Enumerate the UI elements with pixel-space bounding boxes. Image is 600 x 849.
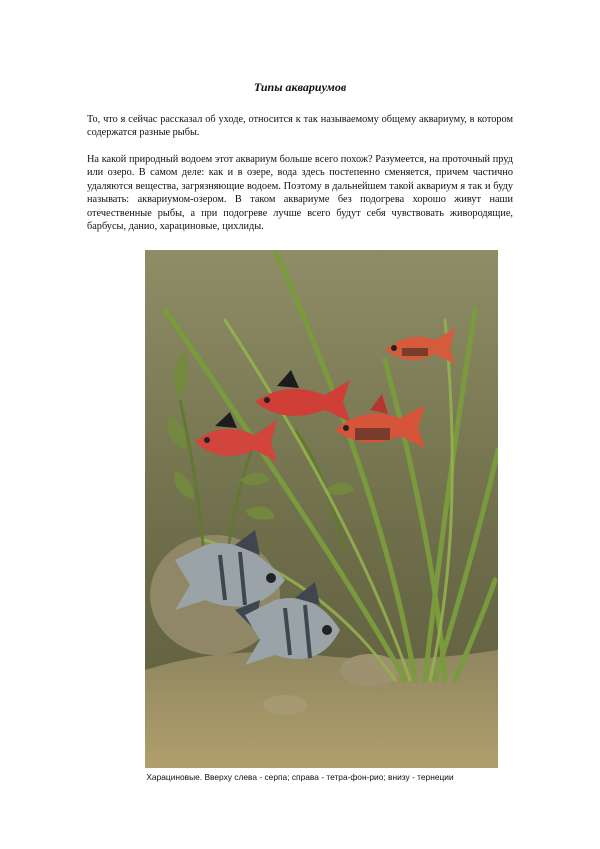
paragraph-2: На какой природный водоем этот аквариум больше всего похож? Разумеется, на проточный пруд или озеро. В самом деле: как и в озере, вода здесь постепенно сменяется, причем частично удаляются вещества, загрязняющие водоем. Поэтому в дальнейшем такой аквариум я так и буду называть: аквариумом-озером. В таком аквариуме без подогрева хорошо живут наши отечественные рыбы, а при подогреве лучше всего будут себя чувствовать живородящие, барбусы, данио, харациновые, цихлиды. — [87, 154, 513, 233]
rock — [263, 695, 307, 715]
aquarium-illustration — [145, 250, 498, 768]
page-title: Типы аквариумов — [253, 80, 347, 94]
paragraph-1: То, что я сейчас рассказал об уходе, относится к так называемому общему аквариуму, в котором содержатся разные рыбы. — [87, 114, 513, 139]
figure-caption: Харациновые. Вверху слева - серпа; справа - тетра-фон-рио; внизу - тернеции — [146, 772, 454, 782]
